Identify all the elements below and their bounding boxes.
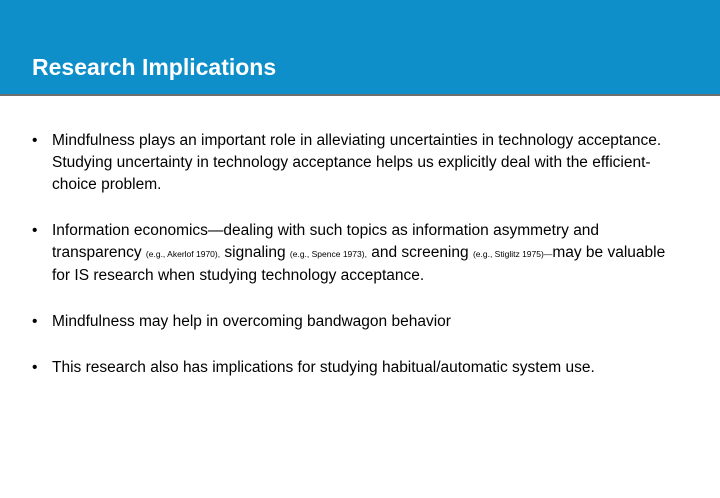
bullet-text: This research also has implications for studying habitual/automatic system use. [52, 359, 595, 376]
bullet-marker: • [32, 359, 38, 376]
slide-title: Research Implications [32, 54, 277, 80]
bullet-item-mindfulness-role [30, 130, 680, 196]
header-band [0, 0, 720, 96]
citation-stiglitz: (e.g., Stiglitz 1975)— [472, 249, 553, 259]
citation-akerlof: (e.g., Akerlof 1970), [145, 249, 221, 259]
bullet-marker: • [32, 132, 38, 149]
bullet-marker: • [32, 222, 38, 239]
bullet-item-habitual-use [30, 357, 680, 379]
citation-spence: (e.g., Spence 1973), [289, 249, 367, 259]
bullet-list [30, 130, 680, 403]
bullet-text-part: Information economics—dealing with such topics as information asymmetry and transparency [52, 222, 600, 261]
bullet-marker: • [32, 313, 38, 330]
bullet-text-part: signaling [220, 244, 290, 261]
bullet-item-bandwagon [30, 311, 680, 333]
bullet-text-part: may be valuable for IS research when studying technology acceptance. [52, 244, 666, 284]
bullet-item-information-economics [30, 220, 680, 287]
bullet-text: Mindfulness may help in overcoming bandwagon behavior [52, 313, 451, 330]
bullet-text-part: and screening [366, 244, 473, 261]
bullet-text: Mindfulness plays an important role in alleviating uncertainties in technology acceptance. Studying uncertainty in technology acceptance helps us explicitly deal with the efficient-choice problem. [52, 132, 662, 193]
